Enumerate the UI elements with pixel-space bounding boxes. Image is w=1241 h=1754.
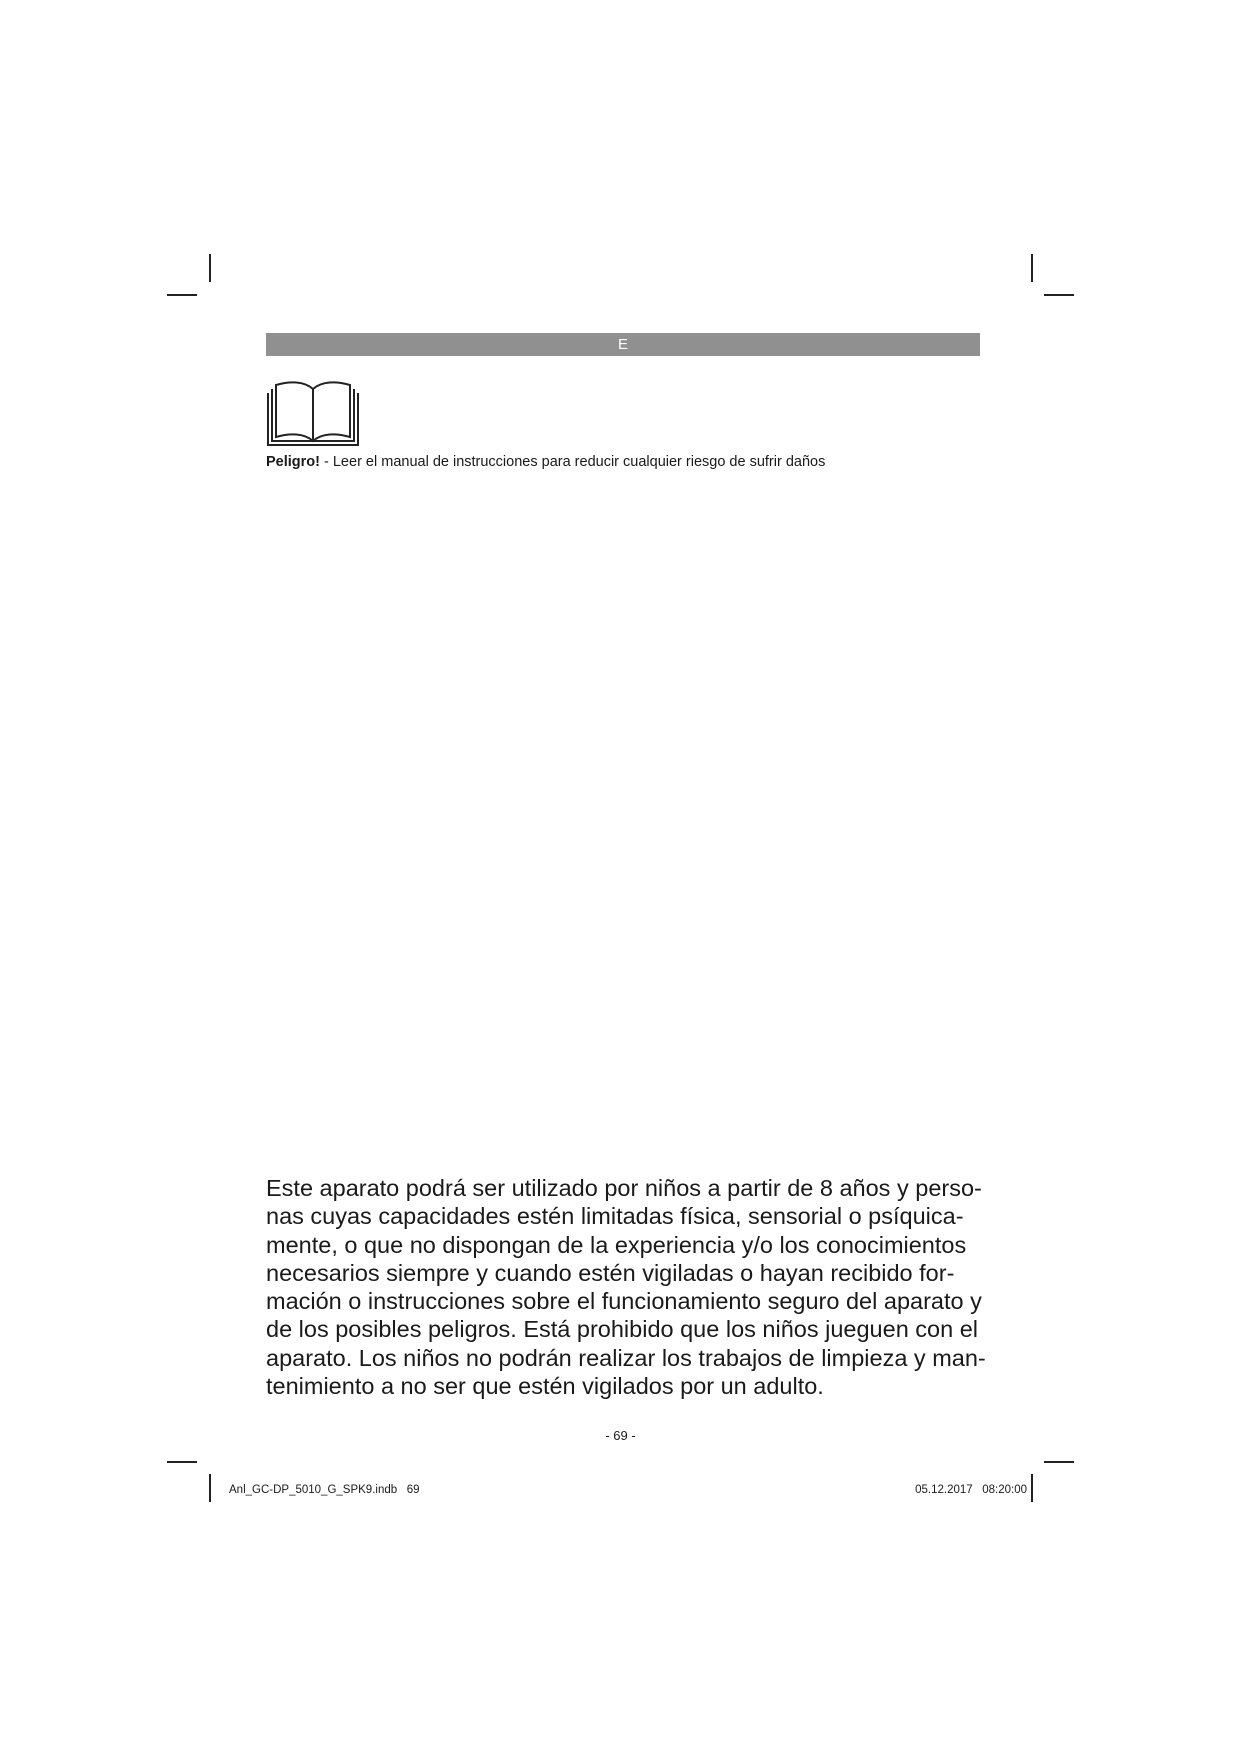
paragraph-line: aparato. Los niños no podrán realizar los trabajos de limpieza y man- [266, 1344, 986, 1371]
page-number: - 69 - [605, 1428, 636, 1443]
paragraph-line: tenimiento a no ser que estén vigilados por un adulto. [266, 1373, 824, 1400]
print-timestamp: 05.12.2017 08:20:00 [915, 1484, 1027, 1496]
section-letter: E [617, 336, 628, 353]
paragraph-line: mente, o que no dispongan de la experiencia y/o los conocimientos [266, 1231, 967, 1258]
crop-mark [167, 1461, 197, 1463]
safety-paragraph [266, 1174, 986, 1400]
language-bar [266, 333, 980, 356]
crop-mark [209, 254, 211, 282]
paragraph-line: de los posibles peligros. Está prohibido que los niños jueguen con el [266, 1316, 978, 1343]
crop-mark [167, 294, 197, 296]
book-icon [266, 379, 360, 447]
crop-mark [1031, 254, 1033, 282]
file-name: Anl_GC-DP_5010_G_SPK9.indb 69 [229, 1484, 420, 1496]
warning-text: - Leer el manual de instrucciones para reducir cualquier riesgo de sufrir daños [319, 454, 826, 470]
paragraph-line: mación o instrucciones sobre el funcionamiento seguro del aparato y [266, 1288, 982, 1315]
crop-mark [1044, 294, 1074, 296]
crop-mark [1044, 1461, 1074, 1463]
crop-mark [209, 1474, 211, 1502]
paragraph-line: necesarios siempre y cuando estén vigiladas o hayan recibido for- [266, 1259, 955, 1286]
paragraph-line: Este aparato podrá ser utilizado por niños a partir de 8 años y perso- [266, 1175, 982, 1201]
warning-line [266, 454, 825, 470]
warning-label: Peligro! [266, 454, 320, 470]
paragraph-line: nas cuyas capacidades estén limitadas física, sensorial o psíquica- [266, 1203, 964, 1230]
crop-mark [1031, 1474, 1033, 1502]
